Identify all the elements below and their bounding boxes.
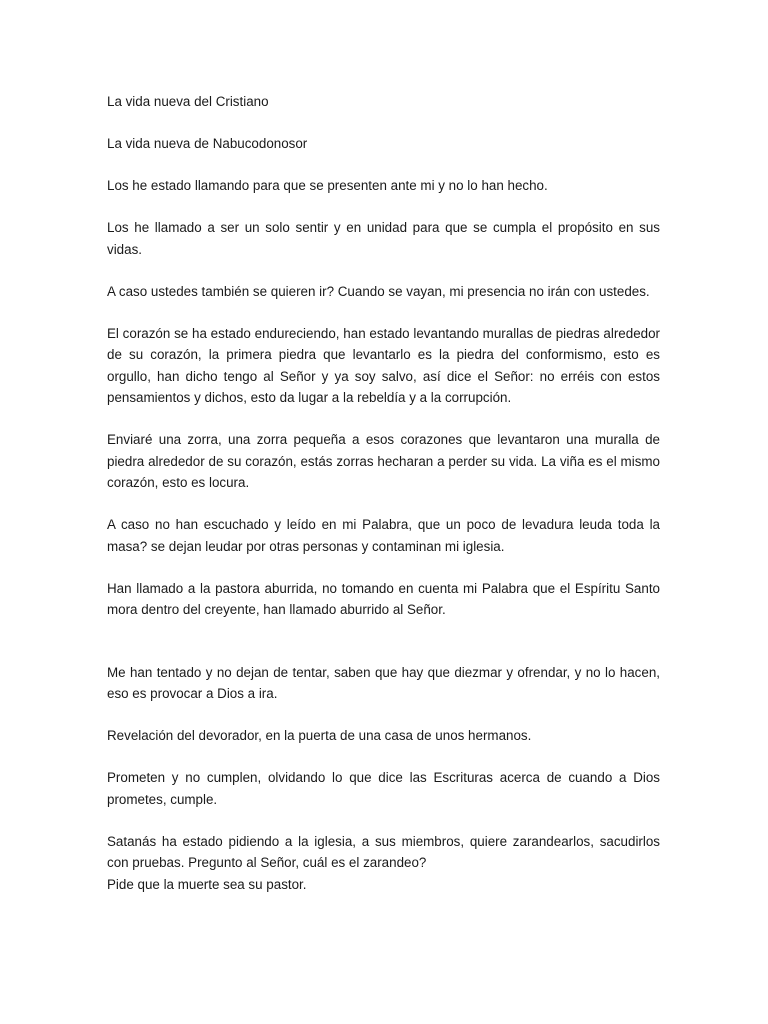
paragraph: Los he llamado a ser un solo sentir y en unidad para que se cumpla el propósito en sus vidas. xyxy=(107,220,660,257)
document-title: La vida nueva del Cristiano xyxy=(107,94,269,109)
paragraph: Prometen y no cumplen, olvidando lo que dice las Escrituras acerca de cuando a Dios prometes, cumple. xyxy=(107,770,660,807)
paragraph: Satanás ha estado pidiendo a la iglesia, a sus miembros, quiere zarandearlos, sacudirlos con pruebas. Pregunto al Señor, cuál es el zarandeo? xyxy=(107,833,660,870)
paragraph: El corazón se ha estado endureciendo, han estado levantando murallas de piedras alrededor de su corazón, la primera piedra que levantarlo es la piedra del conformismo, esto es orgullo, han dicho tengo al Señor y ya soy salvo, así dice el Señor: no erréis con estos pensamientos y dichos, esto da lugar a la rebeldía y a la corrupción. xyxy=(107,325,660,405)
paragraph: A caso ustedes también se quieren ir? Cuando se vayan, mi presencia no irán con ustedes. xyxy=(107,283,650,299)
paragraph: Pide que la muerte sea su pastor. xyxy=(107,876,307,892)
paragraph: Enviaré una zorra, una zorra pequeña a esos corazones que levantaron una muralla de piedra alrededor de su corazón, estás zorras hecharan a perder su vida. La viña es el mismo corazón, esto es locura. xyxy=(107,432,660,490)
paragraph: Me han tentado y no dejan de tentar, saben que hay que diezmar y ofrendar, y no lo hacen, eso es provocar a Dios a ira. xyxy=(107,664,660,701)
paragraph: A caso no han escuchado y leído en mi Palabra, que un poco de levadura leuda toda la masa? se dejan leudar por otras personas y contaminan mi iglesia. xyxy=(107,517,660,554)
paragraph: Los he estado llamando para que se presenten ante mi y no lo han hecho. xyxy=(107,178,548,193)
document-page xyxy=(107,91,660,916)
paragraph: Revelación del devorador, en la puerta de una casa de unos hermanos. xyxy=(107,728,532,743)
paragraph: Han llamado a la pastora aburrida, no tomando en cuenta mi Palabra que el Espíritu Santo mora dentro del creyente, han llamado aburrido al Señor. xyxy=(107,580,660,617)
document-subtitle: La vida nueva de Nabucodonosor xyxy=(107,136,308,151)
